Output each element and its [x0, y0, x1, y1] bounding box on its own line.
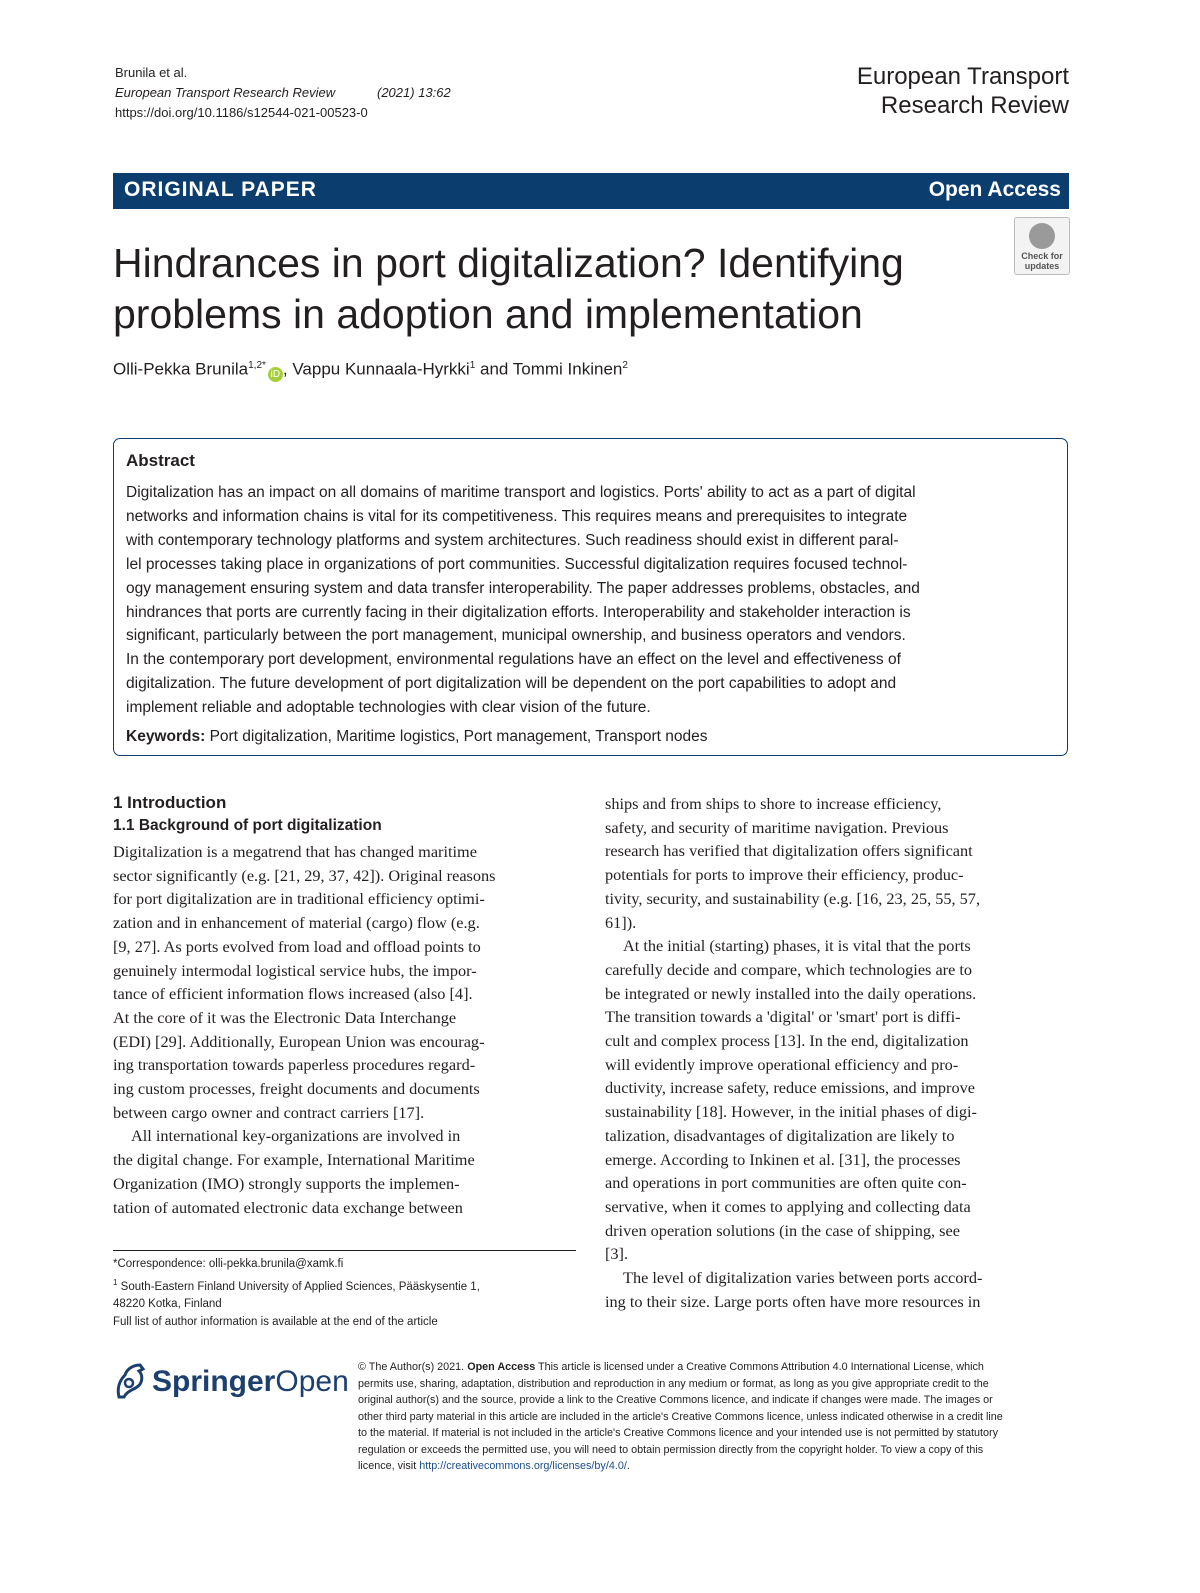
- abstract-text: [126, 481, 1041, 720]
- body-line: will evidently improve operational efficiency and pro-: [605, 1054, 959, 1074]
- abstract-line: Digitalization has an impact on all domains of maritime transport and logistics. Ports' ability to act as a part of digital: [126, 484, 916, 501]
- article-title: [113, 238, 1013, 340]
- body-line: research has verified that digitalization offers significant: [605, 841, 973, 861]
- body-line: safety, and security of maritime navigation. Previous: [605, 817, 949, 837]
- orcid-icon[interactable]: iD: [268, 367, 283, 382]
- body-line: All international key-organizations are involved in: [131, 1126, 461, 1146]
- body-line: tation of automated electronic data exchange between: [113, 1197, 463, 1217]
- section-heading: 1 Introduction: [113, 793, 227, 812]
- header-authors: Brunila et al.: [115, 65, 188, 80]
- keywords: [126, 726, 708, 748]
- author-1-affil: 1,2*: [248, 360, 266, 371]
- springer-name: Springer: [152, 1365, 276, 1398]
- correspondence-note[interactable]: *Correspondence: olli-pekka.brunila@xamk.fi: [113, 1258, 344, 1270]
- author-2: , Vappu Kunnaala-Hyrkki: [282, 359, 470, 379]
- keywords-label: Keywords:: [126, 728, 206, 745]
- body-line: [9, 27]. As ports evolved from load and offload points to: [113, 936, 481, 956]
- body-line: ing transportation towards paperless procedures regard-: [113, 1055, 476, 1075]
- body-line: (EDI) [29]. Additionally, European Union was encourag-: [113, 1031, 485, 1051]
- body-line: The level of digitalization varies between ports accord-: [623, 1268, 983, 1288]
- license-line: original author(s) and the source, provide a link to the Creative Commons licence, and indicate if changes were made. The images or: [358, 1394, 993, 1406]
- license-statement: [358, 1359, 1068, 1475]
- body-line: servative, when it comes to applying and collecting data: [605, 1196, 971, 1216]
- affiliation-sup: 1: [113, 1277, 118, 1287]
- body-line: Organization (IMO) strongly supports the implemen-: [113, 1173, 460, 1193]
- author-1: Olli-Pekka Brunila: [113, 359, 249, 379]
- header-volume: (2021) 13:62: [377, 85, 451, 100]
- license-line: regulation or exceeds the permitted use, you will need to obtain permission directly from the copyright holder. To view a copy of this: [358, 1443, 984, 1456]
- open-name: Open: [275, 1365, 349, 1398]
- body-line: sustainability [18]. However, in the initial phases of digi-: [605, 1102, 977, 1122]
- full-author-list-note: Full list of author information is available at the end of the article: [113, 1316, 438, 1329]
- body-line: cult and complex process [13]. In the end, digitalization: [605, 1031, 969, 1051]
- license-line: permits use, sharing, adaptation, distribution and reproduction in any medium or format, as long as you give appropriate credit to the: [358, 1377, 989, 1390]
- license-url-link[interactable]: http://creativecommons.org/licenses/by/4.0/: [419, 1460, 627, 1472]
- body-line: At the initial (starting) phases, it is vital that the ports: [623, 936, 971, 956]
- body-line: be integrated or newly installed into the daily operations.: [605, 983, 977, 1003]
- subsection-heading: 1.1 Background of port digitalization: [113, 817, 382, 834]
- license-line: to the material. If material is not included in the article's Creative Commons licence and your intended use is not permitted by statutory: [358, 1427, 998, 1439]
- header-journal: European Transport Research Review: [115, 85, 336, 100]
- check-for-updates-icon: [1029, 223, 1055, 249]
- body-line: genuinely intermodal logistical service hubs, the impor-: [113, 960, 477, 980]
- body-line: talization, disadvantages of digitalization are likely to: [605, 1125, 955, 1145]
- body-line: tance of efficient information flows increased (also [4].: [113, 984, 473, 1004]
- springer-horse-icon: [113, 1361, 149, 1401]
- abstract-line: significant, particularly between the port management, municipal ownership, and business operators and vendors.: [126, 627, 906, 645]
- body-line: [3].: [605, 1244, 629, 1264]
- body-column-right: [605, 792, 1068, 1313]
- body-line: Digitalization is a megatrend that has changed maritime: [113, 842, 477, 861]
- affiliation-line1: South-Eastern Finland University of Applied Sciences, Pääskysentie 1,: [117, 1280, 480, 1293]
- body-line: carefully decide and compare, which technologies are to: [605, 959, 973, 979]
- keywords-list: Port digitalization, Maritime logistics, Port management, Transport nodes: [209, 728, 708, 745]
- body-line: the digital change. For example, International Maritime: [113, 1150, 475, 1170]
- body-line: sector significantly (e.g. [21, 29, 37, 42]). Original reasons: [113, 865, 496, 885]
- check-for-updates-line1: Check for: [1021, 251, 1063, 261]
- abstract-heading: Abstract: [126, 451, 195, 470]
- license-open-access: Open Access: [467, 1361, 536, 1373]
- abstract-line: networks and information chains is vital for its competitiveness. This requires means and prerequisites to integrate: [126, 507, 908, 525]
- body-line: zation and in enhancement of material (cargo) flow (e.g.: [113, 913, 480, 933]
- body-line: and operations in port communities are often quite con-: [605, 1173, 967, 1193]
- article-header: [115, 63, 451, 123]
- affiliation-line2: 48220 Kotka, Finland: [113, 1298, 222, 1311]
- title-line-1: Hindrances in port digitalization? Identifying: [113, 240, 904, 286]
- affiliation-note: [113, 1274, 480, 1297]
- author-3-affil: 2: [622, 360, 628, 371]
- body-line: 61]).: [605, 912, 637, 932]
- body-line: At the core of it was the Electronic Data Interchange: [113, 1007, 457, 1027]
- abstract-line: hindrances that ports are currently facing in their digitalization efforts. Interoperability and stakeholder interaction is: [126, 603, 911, 621]
- license-copyright: © The Author(s) 2021.: [358, 1361, 468, 1373]
- springer-open-logo[interactable]: [152, 1362, 349, 1402]
- body-line: ductivity, increase safety, reduce emissions, and improve: [605, 1078, 975, 1098]
- title-line-2: problems in adoption and implementation: [113, 291, 863, 337]
- author-2-affil: 1: [469, 360, 476, 371]
- abstract-line: digitalization. The future development of port digitalization will be dependent on the port capabilities to adopt and: [126, 675, 897, 693]
- license-line: This article is licensed under a Creative Commons Attribution 4.0 International License, which: [535, 1361, 984, 1373]
- body-line: for port digitalization are in traditional efficiency optimi-: [113, 889, 485, 909]
- abstract-line: implement reliable and adoptable technologies with clear vision of the future.: [126, 699, 651, 717]
- abstract-line: In the contemporary port development, environmental regulations have an effect on the level and effectiveness of: [126, 651, 901, 669]
- author-list: [113, 354, 628, 382]
- body-line: ing custom processes, freight documents and documents: [113, 1079, 480, 1099]
- abstract-line: ogy management ensuring system and data transfer interoperability. The paper addresses problems, obstacles, and: [126, 579, 920, 597]
- body-line: potentials for ports to improve their efficiency, produc-: [605, 865, 964, 885]
- header-doi[interactable]: https://doi.org/10.1186/s12544-021-00523-0: [115, 105, 368, 120]
- body-line: tivity, security, and sustainability (e.g. [16, 23, 25, 55, 57,: [605, 888, 981, 908]
- body-line: emerge. According to Inkinen et al. [31], the processes: [605, 1149, 961, 1169]
- license-line: other third party material in this article are included in the article's Creative Commons licence, unless indicated otherwise in a credit line: [358, 1410, 1003, 1423]
- footnote-divider: [113, 1250, 576, 1251]
- article-type-label: ORIGINAL PAPER: [124, 178, 317, 201]
- license-suffix: .: [626, 1460, 630, 1472]
- body-line: ing to their size. Large ports often have more resources in: [605, 1291, 981, 1311]
- license-line: licence, visit: [358, 1460, 420, 1472]
- body-line: The transition towards a 'digital' or 'smart' port is diffi-: [605, 1007, 961, 1027]
- body-line: driven operation solutions (in the case of shipping, see: [605, 1220, 960, 1240]
- check-for-updates-badge[interactable]: [1014, 217, 1070, 275]
- open-access-label: Open Access: [928, 178, 1061, 201]
- footnotes: [113, 1256, 480, 1332]
- abstract-line: lel processes taking place in organizations of port communities. Successful digitalization requires focused technol-: [126, 555, 908, 573]
- journal-name: [857, 62, 1069, 120]
- journal-name-line2: Research Review: [880, 92, 1069, 119]
- body-line: between cargo owner and contract carriers [17].: [113, 1102, 425, 1122]
- author-3: and Tommi Inkinen: [475, 359, 623, 379]
- journal-name-line1: European Transport: [856, 63, 1069, 90]
- body-line: ships and from ships to shore to increase efficiency,: [605, 794, 942, 813]
- check-for-updates-line2: updates: [1024, 261, 1060, 271]
- body-column-left: [113, 840, 576, 1219]
- abstract-line: with contemporary technology platforms and system architectures. Such readiness should exist in different paral-: [126, 531, 899, 549]
